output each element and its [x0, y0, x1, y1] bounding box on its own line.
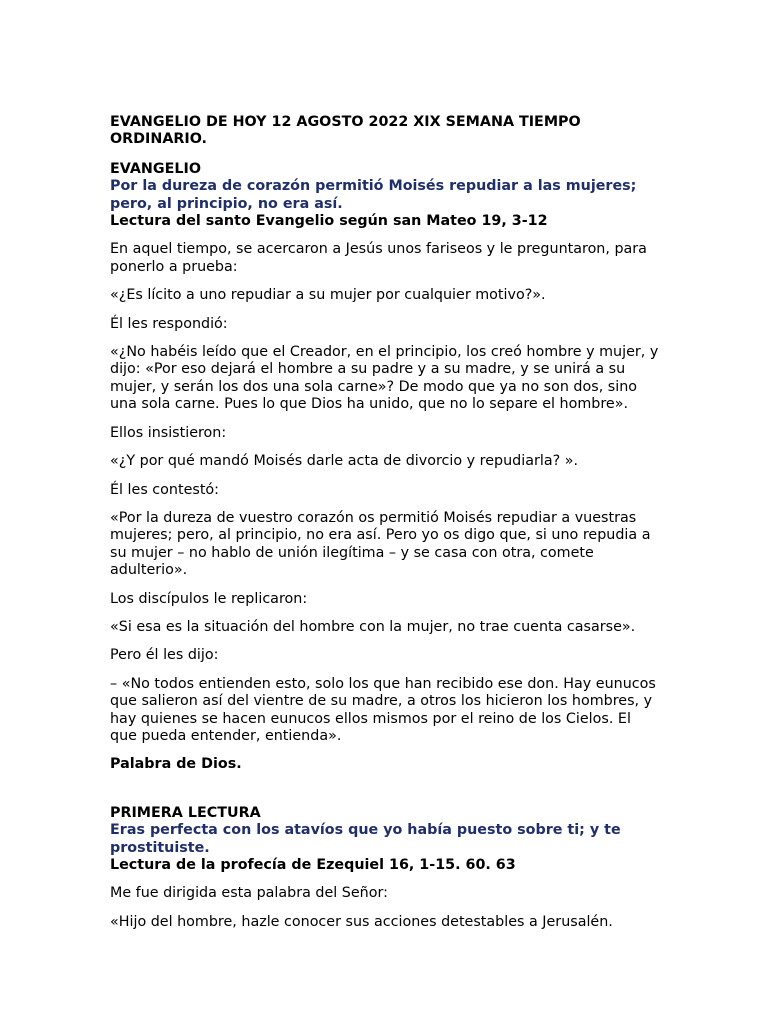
document-title: EVANGELIO DE HOY 12 AGOSTO 2022 XIX SEMANA TIEMPO ORDINARIO.	[110, 114, 581, 148]
first-reading-section	[110, 805, 660, 931]
document-title-block	[110, 114, 660, 149]
gospel-paragraph: «¿Es lícito a uno repudiar a su mujer por cualquier motivo?».	[110, 287, 546, 304]
gospel-paragraph: Él les contestó:	[110, 481, 219, 498]
gospel-section	[110, 161, 660, 774]
gospel-paragraph: «Por la dureza de vuestro corazón os permitió Moisés repudiar a vuestras mujeres; pero, al principio, no era así. Pero yo os digo que, si uno repudia a su mujer – no hablo de unión ilegítima – y se casa con otra, comete adulterio».	[110, 509, 651, 579]
document-page	[110, 114, 660, 931]
first-reading-paragraph: Me fue dirigida esta palabra del Señor:	[110, 885, 388, 902]
gospel-paragraph: – «No todos entienden esto, solo los que han recibido ese don. Hay eunucos que salieron así del vientre de su madre, a otros los hicieron los hombres, y hay quienes se hacen eunucos ellos mismos por el reino de los Cielos. El que pueda entender, entienda».	[110, 675, 656, 744]
gospel-paragraph: Ellos insistieron:	[110, 424, 227, 441]
gospel-paragraph: Pero él les dijo:	[110, 647, 219, 664]
gospel-subtitle: Por la dureza de corazón permitió Moisés repudiar a las mujeres; pero, al principio, no era así.	[110, 178, 637, 212]
gospel-closing: Palabra de Dios.	[110, 756, 242, 773]
first-reading-paragraph: «Hijo del hombre, hazle conocer sus acciones detestables a Jerusalén.	[110, 913, 613, 930]
gospel-paragraph: «¿Y por qué mandó Moisés darle acta de divorcio y repudiarla? ».	[110, 453, 579, 470]
gospel-paragraph: «¿No habéis leído que el Creador, en el principio, los creó hombre y mujer, y dijo: «Por eso dejará el hombre a su padre y a su madre, y se unirá a su mujer, y serán los dos una sola carne»? De modo que ya no son dos, sino una sola carne. Pues lo que Dios ha unido, que no lo separe el hombre».	[110, 344, 659, 413]
first-reading-section-label: PRIMERA LECTURA	[110, 804, 261, 821]
gospel-paragraph: Los discípulos le replicaron:	[110, 590, 308, 607]
first-reading-reference: Lectura de la profecía de Ezequiel 16, 1-15. 60. 63	[110, 857, 516, 873]
gospel-reference: Lectura del santo Evangelio según san Mateo 19, 3-12	[110, 213, 548, 230]
gospel-paragraph: En aquel tiempo, se acercaron a Jesús unos fariseos y le preguntaron, para ponerlo a prueba:	[110, 241, 647, 275]
first-reading-subtitle: Eras perfecta con los atavíos que yo había puesto sobre ti; y te prostituiste.	[110, 822, 621, 856]
gospel-section-label: EVANGELIO	[110, 160, 201, 177]
gospel-paragraph: «Si esa es la situación del hombre con la mujer, no trae cuenta casarse».	[110, 618, 636, 635]
gospel-paragraph: Él les respondió:	[110, 315, 228, 332]
